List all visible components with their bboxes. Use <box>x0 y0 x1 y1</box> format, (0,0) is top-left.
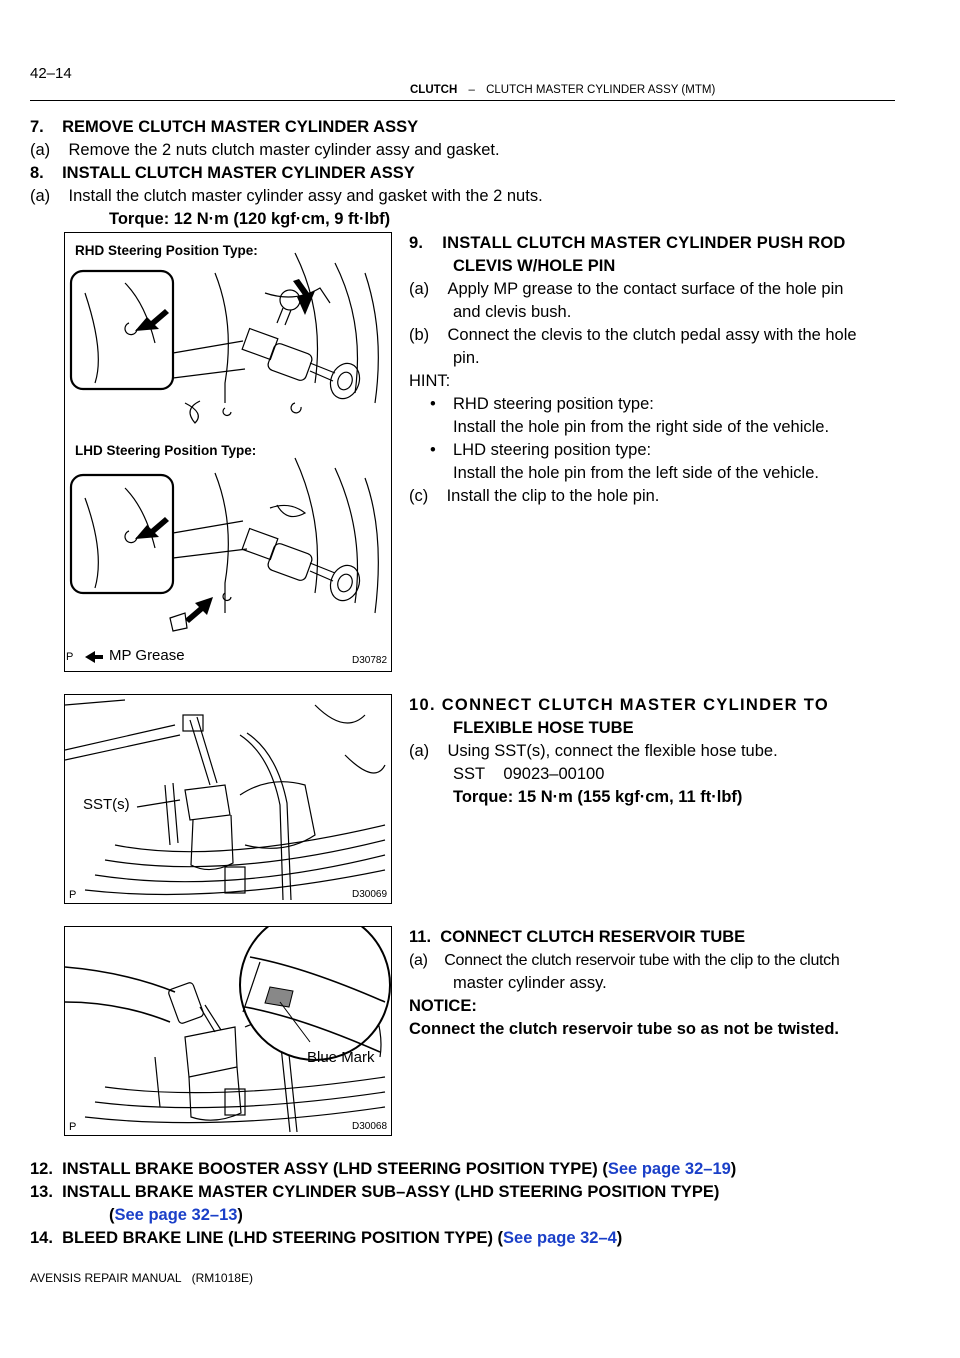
step-10-title-cont: FLEXIBLE HOSE TUBE <box>453 719 634 737</box>
step-13-text: 13. INSTALL BRAKE MASTER CYLINDER SUB–ASSY (LHD STEERING POSITION TYPE) <box>30 1183 720 1201</box>
fig2-p-mark: P <box>69 889 77 901</box>
footer-manual: AVENSIS REPAIR MANUAL (RM1018E) <box>30 1271 253 1285</box>
step-13-end: ) <box>237 1206 243 1224</box>
step-11-title: 11. CONNECT CLUTCH RESERVOIR TUBE <box>409 928 746 946</box>
step-12 <box>30 1158 736 1181</box>
figure-reservoir-tube <box>64 926 392 1136</box>
step-9-b: (b) Connect the clevis to the clutch pedal assy with the hole <box>409 326 857 344</box>
fig3-p-mark: P <box>69 1121 77 1133</box>
step-7-a: (a) Remove the 2 nuts clutch master cylinder assy and gasket. <box>30 141 500 159</box>
step-8-title: 8. INSTALL CLUTCH MASTER CYLINDER ASSY <box>30 164 415 182</box>
header-rule <box>30 100 895 101</box>
step-12-link[interactable]: See page 32–19 <box>607 1160 731 1178</box>
hint-1a: RHD steering position type: <box>453 395 654 413</box>
fig1-code: D30782 <box>352 655 388 666</box>
label-rhd: RHD Steering Position Type: <box>75 243 258 258</box>
fig2-code: D30069 <box>352 889 388 900</box>
label-blue-mark: Blue Mark <box>307 1049 375 1066</box>
label-lhd: LHD Steering Position Type: <box>75 443 257 458</box>
step-9-title: 9. INSTALL CLUTCH MASTER CYLINDER PUSH ROD <box>409 234 846 252</box>
notice-label: NOTICE: <box>409 997 477 1015</box>
step-13-link[interactable]: See page 32–13 <box>114 1206 238 1224</box>
step-10-sst: SST 09023–00100 <box>453 765 605 783</box>
step-13-open: ( <box>109 1206 115 1224</box>
hint-bullet-1: • <box>430 395 436 413</box>
step-13-cont <box>109 1204 243 1227</box>
step-12-end: ) <box>730 1160 737 1178</box>
step-8-a: (a) Install the clutch master cylinder assy and gasket with the 2 nuts. <box>30 187 543 205</box>
fig3-code: D30068 <box>352 1121 388 1132</box>
step-14-link[interactable]: See page 32–4 <box>503 1229 617 1247</box>
figure-clevis-pin <box>64 232 392 672</box>
legend-mp-grease: MP Grease <box>109 647 185 664</box>
hint-1b: Install the hole pin from the right side of the vehicle. <box>453 418 830 436</box>
step-11-a: (a) Connect the clutch reservoir tube with the clip to the clutch <box>409 952 840 969</box>
notice-text: Connect the clutch reservoir tube so as not be twisted. <box>409 1020 839 1038</box>
step-12-text: 12. INSTALL BRAKE BOOSTER ASSY (LHD STEERING POSITION TYPE) ( <box>30 1160 608 1178</box>
hint-2b: Install the hole pin from the left side of the vehicle. <box>453 464 819 482</box>
step-14 <box>30 1227 622 1250</box>
page-number: 42–14 <box>30 65 72 82</box>
step-10-torque: Torque: 15 N·m (155 kgf·cm, 11 ft·lbf) <box>453 788 743 806</box>
step-9-title-cont: CLEVIS W/HOLE PIN <box>453 257 616 275</box>
step-14-text: 14. BLEED BRAKE LINE (LHD STEERING POSITION TYPE) ( <box>30 1229 504 1247</box>
step-9-b-cont: pin. <box>453 349 480 367</box>
step-7-title: 7. REMOVE CLUTCH MASTER CYLINDER ASSY <box>30 118 419 136</box>
hint-bullet-2: • <box>430 441 436 459</box>
fig1-p-mark: P <box>66 651 74 663</box>
step-14-end: ) <box>616 1229 623 1247</box>
step-10-title: 10. CONNECT CLUTCH MASTER CYLINDER TO <box>409 696 829 714</box>
figure-sst-hose <box>64 694 392 904</box>
reservoir-tube-illustration <box>65 927 391 1135</box>
hint-label: HINT: <box>409 372 451 390</box>
subsection-name: CLUTCH MASTER CYLINDER ASSY (MTM) <box>486 84 716 96</box>
step-9-a: (a) Apply MP grease to the contact surface of the hole pin <box>409 280 844 298</box>
label-sst: SST(s) <box>83 796 130 813</box>
step-9-c: (c) Install the clip to the hole pin. <box>409 487 660 505</box>
step-10-a: (a) Using SST(s), connect the flexible hose tube. <box>409 742 778 760</box>
header-separator: – <box>468 84 475 96</box>
step-8-torque: Torque: 12 N·m (120 kgf·cm, 9 ft·lbf) <box>109 210 391 228</box>
step-9-a-cont: and clevis bush. <box>453 303 572 321</box>
step-11-a-cont: master cylinder assy. <box>453 974 607 992</box>
header-section <box>410 84 715 96</box>
hint-2a: LHD steering position type: <box>453 441 652 459</box>
section-name: CLUTCH <box>410 84 458 96</box>
